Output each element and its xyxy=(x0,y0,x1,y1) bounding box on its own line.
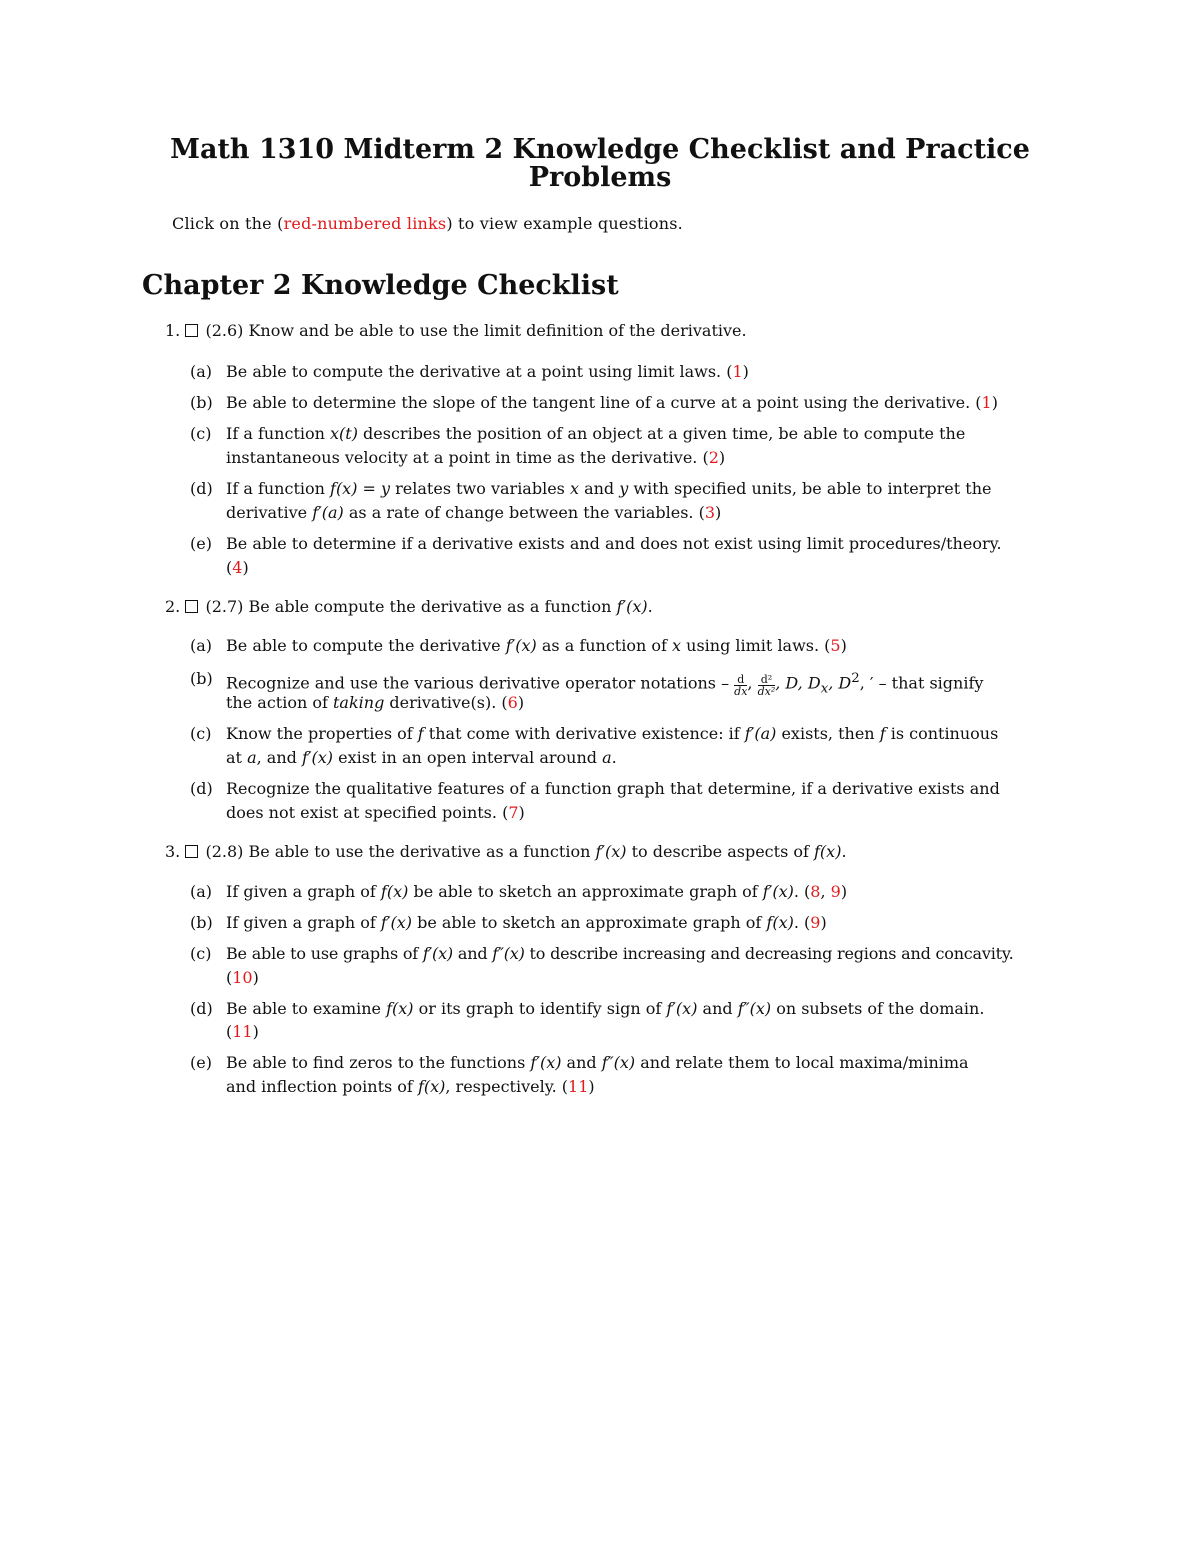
math-var: f(x) xyxy=(386,999,414,1018)
sub-text: . xyxy=(611,748,617,767)
math-var: f′(a) xyxy=(744,724,777,743)
item-1 xyxy=(165,321,747,341)
item-number: 3. xyxy=(165,842,181,861)
math-var: f″(x) xyxy=(601,1053,636,1072)
math-var: f′(x) xyxy=(422,944,453,963)
math-var: f′(x) xyxy=(666,999,698,1018)
sub-text: and inflection points of xyxy=(226,1077,418,1096)
sub-close: ) xyxy=(840,636,847,655)
sub-item-1c-line2 xyxy=(226,448,725,468)
sub-close: ) xyxy=(718,448,726,467)
item-2 xyxy=(165,597,653,617)
sub-text: as a rate of change between the variables. ( xyxy=(343,503,705,522)
math-var: f(x) xyxy=(814,842,842,861)
sub-text: as a function of xyxy=(536,636,673,655)
sub-item-1d-line2 xyxy=(226,503,721,523)
sub-text: to describe increasing and decreasing regions and concavity. xyxy=(524,944,1014,963)
sub-item-3c-line1 xyxy=(226,944,1013,964)
sub-text: Recognize the qualitative features of a function graph that determine, if a derivative exists and xyxy=(226,779,1000,798)
intro-before: Click on the ( xyxy=(172,214,284,233)
sub-text: and relate them to local maxima/minima xyxy=(635,1053,969,1072)
checkbox-icon[interactable] xyxy=(185,845,198,858)
sub-text: exist in an open interval around xyxy=(333,748,603,767)
sub-close: ) xyxy=(840,882,848,901)
sub-label: (b) xyxy=(190,669,213,688)
sub-item-1e-line1 xyxy=(226,534,1002,554)
math-var: f′(x) xyxy=(380,913,412,932)
sub-label: (a) xyxy=(190,882,213,901)
problem-link[interactable]: 11 xyxy=(232,1022,253,1041)
math-var: f′(x) xyxy=(530,1053,562,1072)
title-line-2: Problems xyxy=(528,162,672,193)
math-var: a xyxy=(602,748,612,767)
page-title xyxy=(0,136,1200,192)
sub-close: ) xyxy=(742,362,749,381)
sub-text: the action of xyxy=(226,693,333,712)
sub-label: (e) xyxy=(190,1053,212,1072)
math-var: f(x) xyxy=(380,882,409,901)
sub-item-1e-line2: (4) xyxy=(226,558,249,577)
sub-text: at xyxy=(226,748,248,767)
sub-text: be able to sketch an approximate graph of xyxy=(411,913,767,932)
sub-text: , and xyxy=(256,748,302,767)
sub-item-3d-line2 xyxy=(226,1022,259,1042)
sub-text: and xyxy=(561,1053,602,1072)
sub-label: (c) xyxy=(190,724,212,743)
sub-text: or its graph to identify sign of xyxy=(413,999,667,1018)
frac-num: d xyxy=(734,674,747,686)
math-var: f″(x) xyxy=(492,944,525,963)
sub-text: If given a graph of xyxy=(226,882,381,901)
sub-item-2c-line1 xyxy=(226,724,998,744)
intro-link[interactable]: red-numbered links xyxy=(283,214,447,233)
math-var: , D, D xyxy=(775,673,821,693)
sub-text: , ′ – that signify xyxy=(859,673,984,693)
sub-text: , respectively. ( xyxy=(445,1077,569,1096)
item-number: 1. xyxy=(165,321,181,340)
problem-link[interactable]: 7 xyxy=(508,803,519,822)
sub-text: that come with derivative existence: if xyxy=(423,724,745,743)
sub-item-3a xyxy=(226,882,847,902)
problem-link[interactable]: 3 xyxy=(704,503,716,522)
checkbox-icon[interactable] xyxy=(185,324,198,337)
sub-text: be able to sketch an approximate graph of xyxy=(408,882,763,901)
problem-link[interactable]: 5 xyxy=(830,636,841,655)
sub-item-3e-line1 xyxy=(226,1053,969,1073)
sub-text: Be able to find zeros to the functions xyxy=(226,1053,531,1072)
item-heading: (2.8) Be able to use the derivative as a function xyxy=(205,842,596,861)
problem-link[interactable]: 11 xyxy=(568,1077,589,1096)
sub-item-3c-line2 xyxy=(226,968,259,988)
math-var: f xyxy=(879,724,886,743)
sub-item-3d-line1 xyxy=(226,999,984,1019)
sub-item-2d-line1 xyxy=(226,779,1000,799)
sub-close: ) xyxy=(820,913,827,932)
math-var: f′(x) xyxy=(505,636,537,655)
problem-link[interactable]: 10 xyxy=(232,968,253,987)
sub-item-2d-line2 xyxy=(226,803,525,823)
sub-item-2a xyxy=(226,636,847,656)
sub-text: derivative xyxy=(226,503,313,522)
sub-text: derivative(s). ( xyxy=(384,693,508,712)
intro-after: ) to view example questions. xyxy=(446,214,683,233)
problem-link[interactable]: 4 xyxy=(232,558,243,577)
frac-den: dx² xyxy=(757,685,776,699)
math-var: y xyxy=(619,479,629,498)
sub-text: If a function xyxy=(226,424,331,443)
sub-label: (b) xyxy=(190,393,213,412)
math-var: f′(a) xyxy=(312,503,344,522)
sub-text: on subsets of the domain. xyxy=(771,999,985,1018)
sub-item-1a xyxy=(226,362,749,382)
math-sub: x xyxy=(820,681,829,697)
math-var: f xyxy=(417,724,424,743)
problem-link[interactable]: 2 xyxy=(708,448,719,467)
sub-label: (d) xyxy=(190,779,213,798)
sub-text: with specified units, be able to interpret the xyxy=(628,479,992,498)
sub-text: Be able to compute the derivative xyxy=(226,636,506,655)
sub-close: ) xyxy=(518,803,525,822)
item-heading: (2.7) Be able compute the derivative as a function xyxy=(205,597,617,616)
item-number: 2. xyxy=(165,597,181,616)
problem-link[interactable]: 8 xyxy=(810,882,821,901)
math-var: x(t) xyxy=(330,424,358,443)
sub-text: Be able to compute the derivative at a point using limit laws. ( xyxy=(226,362,733,381)
problem-link[interactable]: 9 xyxy=(830,882,841,901)
sub-close: ) xyxy=(588,1077,595,1096)
sub-label: (a) xyxy=(190,362,213,381)
sub-label: (d) xyxy=(190,999,213,1018)
math-var: , D xyxy=(828,673,852,693)
sub-text: Be able to examine xyxy=(226,999,387,1018)
sub-label: (c) xyxy=(190,944,212,963)
sub-item-2b-line1: Recognize and use the various derivative operator notations – $\frac{d}{dx}$ , $\frac{\text{d²}}{\text{dx²}}$ , D, $D_x$, $D^2$, ′ – that signify xyxy=(226,671,984,699)
sub-text: is continuous xyxy=(885,724,999,743)
sub-text: does not exist at specified points. ( xyxy=(226,803,509,822)
sub-text: and xyxy=(452,944,493,963)
sub-label: (a) xyxy=(190,636,213,655)
math-var: a xyxy=(247,748,257,767)
sub-text: instantaneous velocity at a point in time as the derivative. ( xyxy=(226,448,709,467)
math-var: x xyxy=(569,479,579,498)
derivative-fraction xyxy=(734,674,747,697)
sub-text: . ( xyxy=(793,913,811,932)
problem-link[interactable]: 9 xyxy=(810,913,821,932)
sub-text: Know the properties of xyxy=(226,724,418,743)
math-var: f(x) = y xyxy=(330,479,391,498)
sub-item-1c-line1 xyxy=(226,424,965,444)
sub-label: (e) xyxy=(190,534,212,553)
sub-item-3b xyxy=(226,913,827,933)
problem-link[interactable]: 6 xyxy=(507,693,518,712)
checkbox-icon[interactable] xyxy=(185,600,198,613)
item-3 xyxy=(165,842,847,862)
sub-text: If given a graph of xyxy=(226,913,381,932)
sub-close: ) xyxy=(252,1022,259,1041)
sub-open: ( xyxy=(226,1022,233,1041)
sub-close: ) xyxy=(991,393,998,412)
item-heading-end: . xyxy=(647,597,653,616)
math-var: f′(x) xyxy=(616,597,648,616)
sub-text: Be able to determine if a derivative exists and and does not exist using limit procedures/theory. xyxy=(226,534,1002,553)
math-var: f′(x) xyxy=(301,748,334,767)
chapter-heading: Chapter 2 Knowledge Checklist xyxy=(142,270,619,301)
sub-text: Be able to determine the slope of the tangent line of a curve at a point using the derivative. ( xyxy=(226,393,982,412)
sub-close: ) xyxy=(252,968,259,987)
sub-label: (d) xyxy=(190,479,213,498)
sub-text: and xyxy=(579,479,620,498)
math-var: x xyxy=(672,636,682,655)
item-heading: (2.6) Know and be able to use the limit definition of the derivative. xyxy=(205,321,747,340)
math-var: f′(x) xyxy=(595,842,627,861)
math-var: f(x) xyxy=(417,1077,446,1096)
sub-open: ( xyxy=(226,968,233,987)
title-line-1: Math 1310 Midterm 2 Knowledge Checklist and Practice xyxy=(170,134,1030,165)
sub-label: (c) xyxy=(190,424,212,443)
sub-text: describes the position of an object at a given time, be able to compute the xyxy=(357,424,966,443)
sub-item-1b xyxy=(226,393,998,413)
sub-text: Be able to use graphs of xyxy=(226,944,423,963)
frac-den: dx xyxy=(734,685,748,699)
sub-label: (b) xyxy=(190,913,213,932)
sub-text: relates two variables xyxy=(390,479,570,498)
problem-link[interactable]: 1 xyxy=(981,393,992,412)
frac-num: d² xyxy=(758,674,776,686)
sub-text: Recognize and use the various derivative operator notations – xyxy=(226,673,735,693)
emphasis: taking xyxy=(333,693,385,712)
sub-close: ) xyxy=(715,503,722,522)
sub-item-2b-line2 xyxy=(226,693,524,713)
math-sup: 2 xyxy=(851,671,860,686)
sub-close: ) xyxy=(517,693,525,712)
item-heading: to describe aspects of xyxy=(626,842,814,861)
sub-text: exists, then xyxy=(776,724,880,743)
sub-item-1d-line1 xyxy=(226,479,991,499)
sub-text: and xyxy=(697,999,738,1018)
intro-text xyxy=(172,214,683,233)
sub-item-3e-line2 xyxy=(226,1077,595,1097)
item-heading-end: . xyxy=(841,842,847,861)
sub-text: using limit laws. ( xyxy=(681,636,831,655)
link-separator: , xyxy=(820,882,831,901)
sub-text: . ( xyxy=(793,882,811,901)
sub-item-2c-line2 xyxy=(226,748,617,768)
sub-text: If a function xyxy=(226,479,331,498)
second-derivative-fraction xyxy=(758,674,776,697)
problem-link[interactable]: 1 xyxy=(732,362,743,381)
math-var: f(x) xyxy=(766,913,794,932)
math-var: f″(x) xyxy=(737,999,772,1018)
math-var: f′(x) xyxy=(762,882,794,901)
